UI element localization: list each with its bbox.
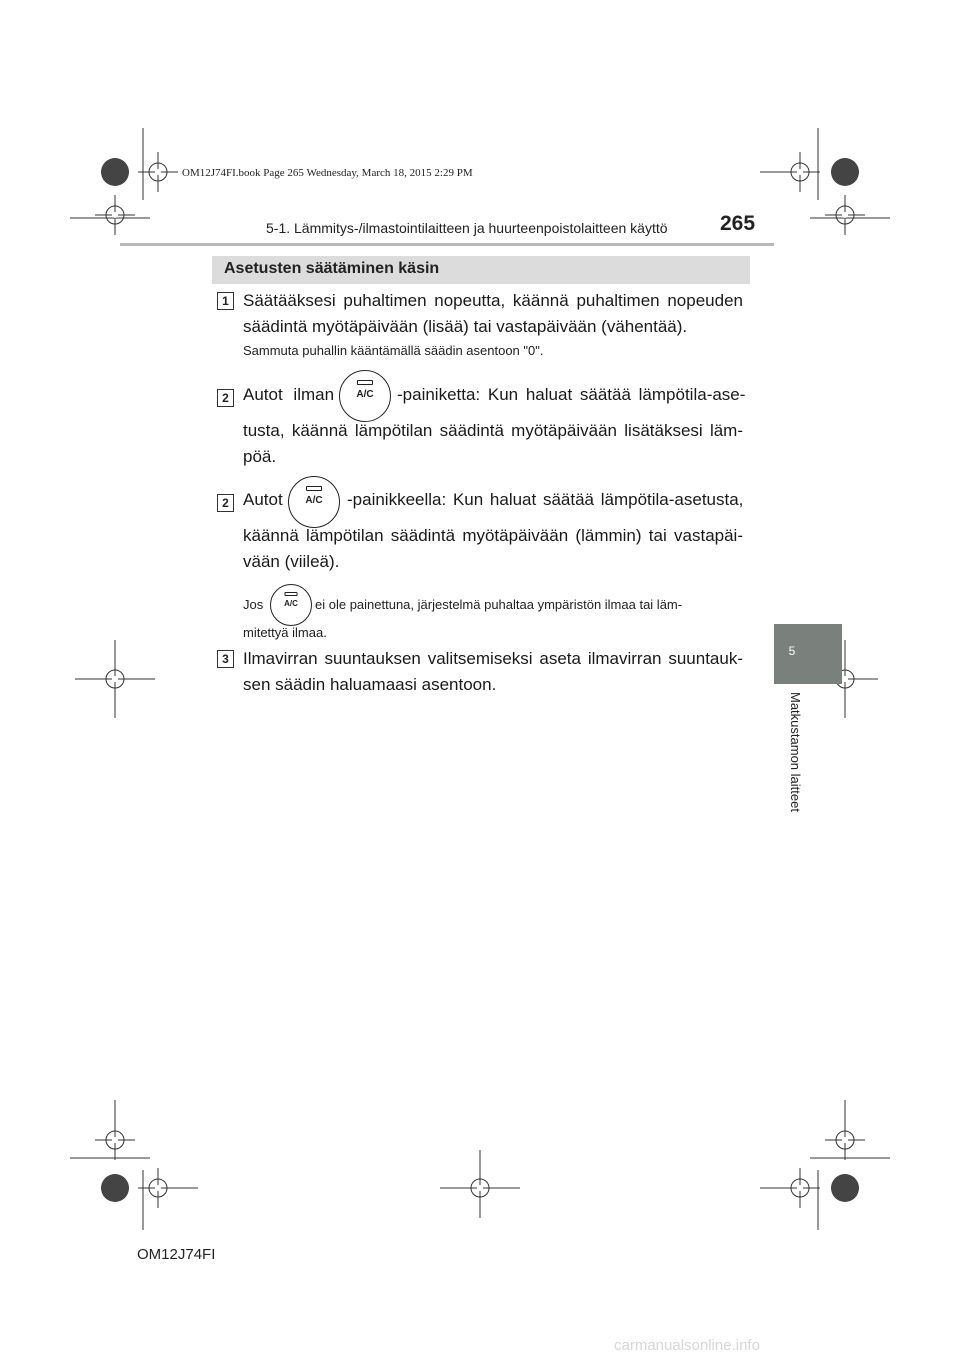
- step-2b-note-suffix: ei ole painettuna, järjestelmä puhaltaa ympäristön ilmaa tai läm-: [315, 597, 683, 612]
- step-2a-suffix: -painiketta: Kun haluat säätää lämpötila-ase-: [397, 385, 746, 404]
- step-2b-suffix: -painikkeella: Kun haluat säätää lämpötila-asetusta,: [347, 490, 744, 509]
- footer-code: OM12J74FI: [137, 1246, 216, 1263]
- step-2a-prefix: Autot ilman: [243, 385, 335, 404]
- step-2b-note-prefix: Jos: [243, 597, 264, 612]
- step-1-note: Sammuta puhallin kääntämällä säädin asentoon "0".: [243, 343, 544, 358]
- watermark: carmanualsonline.info: [614, 1337, 760, 1354]
- side-tab-label: Matkustamon laitteet: [788, 692, 803, 812]
- chapter-title: 5-1. Lämmitys-/ilmastointilaitteen ja huurteenpoistolaitteen käyttö: [266, 220, 668, 236]
- step-number-1: 1: [217, 292, 234, 310]
- step-2a-text: tusta, käännä lämpötilan säädintä myötäpäivään lisätäksesi läm-pöä.: [243, 421, 743, 466]
- step-2b-text: käännä lämpötilan säädintä myötäpäivään (lämmin) tai vastapäi-vään (viileä).: [243, 526, 743, 571]
- ac-label: A/C: [356, 389, 374, 400]
- ac-indicator-icon: [306, 486, 322, 491]
- ac-indicator-icon: [357, 380, 373, 385]
- step-3-text: Ilmavirran suuntauksen valitsemiseksi aseta ilmavirran suuntauk-sen säädin haluamaasi asentoon.: [243, 649, 743, 694]
- ac-label: A/C: [284, 599, 298, 608]
- ac-indicator-icon: [285, 592, 298, 596]
- ac-label: A/C: [305, 495, 323, 506]
- section-title: Asetusten säätäminen käsin: [224, 260, 440, 277]
- ac-button-icon: [270, 584, 312, 626]
- header-rule: [120, 243, 774, 246]
- side-tab-number: 5: [788, 644, 796, 658]
- step-1-text: Säätääksesi puhaltimen nopeutta, käännä puhaltimen nopeuden säädintä myötäpäivään (lisää) tai vastapäivään (vähentää).: [243, 291, 743, 336]
- step-2b-note-line2: mitettyä ilmaa.: [243, 625, 327, 640]
- ac-button-icon: [288, 476, 340, 528]
- step-number-3: 3: [217, 650, 234, 668]
- step-number-2b: 2: [217, 494, 234, 512]
- step-number-2a: 2: [217, 389, 234, 407]
- print-stamp: OM12J74FI.book Page 265 Wednesday, March 18, 2015 2:29 PM: [182, 167, 473, 179]
- ac-button-icon: [339, 370, 391, 422]
- step-2b-prefix: Autot: [243, 490, 283, 509]
- page-number: 265: [720, 212, 756, 235]
